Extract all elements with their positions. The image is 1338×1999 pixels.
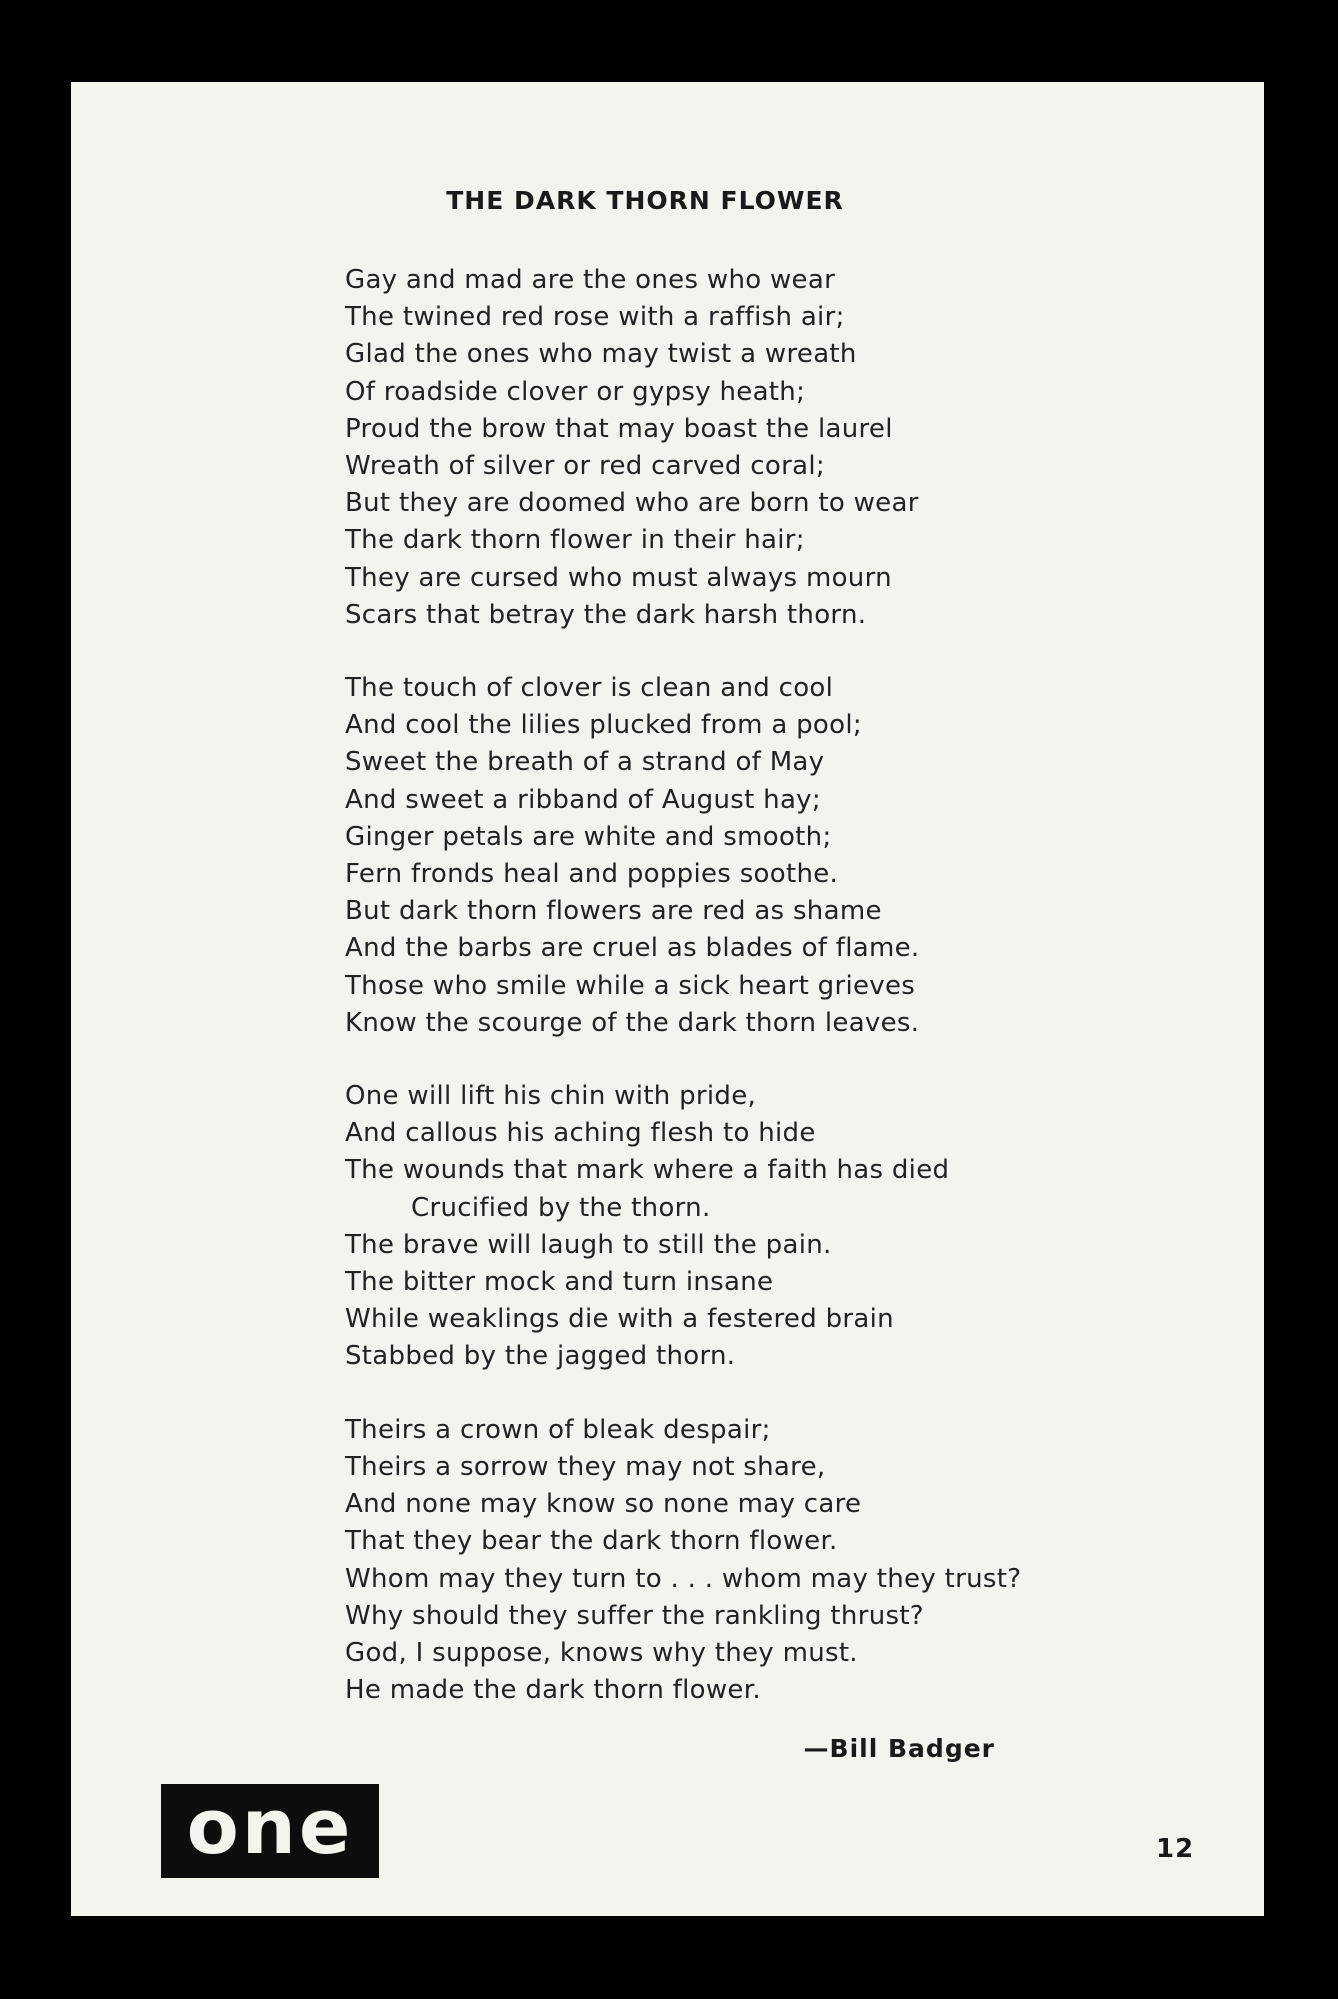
poem-line: And sweet a ribband of August hay; [345,784,821,815]
poem-line: Scars that betray the dark harsh thorn. [345,599,867,630]
poem-line: Stabbed by the jagged thorn. [345,1341,736,1372]
stanza-3 [345,1078,1105,1376]
poem-line: The dark thorn flower in their hair; [345,525,805,556]
poem-line: Fern fronds heal and poppies soothe. [345,859,839,890]
poem-line: Glad the ones who may twist a wreath [345,339,857,370]
stanza-1 [345,262,1105,634]
poem-line: While weaklings die with a festered brain [345,1304,894,1335]
poem-line: Ginger petals are white and smooth; [345,821,832,852]
poem-body [345,262,1105,1745]
poem-line: He made the dark thorn flower. [345,1675,761,1706]
poem-line: One will lift his chin with pride, [345,1081,757,1112]
poem-line: Gay and mad are the ones who wear [345,265,836,295]
poem-line: And callous his aching flesh to hide [345,1118,816,1149]
page-number: 12 [1156,1834,1195,1864]
poem-line: But dark thorn flowers are red as shame [345,896,882,927]
poem-line: Why should they suffer the rankling thrust? [345,1600,924,1631]
poem-line: They are cursed who must always mourn [345,562,892,593]
poem-line: The twined red rose with a raffish air; [345,302,845,333]
poem-line: The wounds that mark where a faith has died [345,1155,950,1186]
poem-line: The brave will laugh to still the pain. [345,1229,832,1260]
poem-line: Know the scourge of the dark thorn leaves. [345,1007,920,1038]
poem-line: Sweet the breath of a strand of May [345,747,825,778]
poem-line: And none may know so none may care [345,1489,862,1520]
poem-line-indented: Crucified by the thorn. [411,1192,711,1223]
poem-title: THE DARK THORN FLOWER [446,186,844,215]
poem-line: Wreath of silver or red carved coral; [345,451,825,482]
magazine-logo [161,1784,379,1878]
poem-line: Of roadside clover or gypsy heath; [345,376,806,407]
poem-line: But they are doomed who are born to wear [345,488,919,519]
poem-line: And the barbs are cruel as blades of flame. [345,933,920,964]
poem-line: Theirs a crown of bleak despair; [345,1414,771,1445]
poem-line: The bitter mock and turn insane [345,1267,774,1298]
poem-line: And cool the lilies plucked from a pool; [345,710,862,741]
stanza-4 [345,1412,1105,1710]
poem-line: Theirs a sorrow they may not share, [345,1451,826,1482]
stanza-2 [345,670,1105,1042]
magazine-page [71,82,1264,1916]
poem-line: Proud the brow that may boast the laurel [345,413,893,444]
poem-line: The touch of clover is clean and cool [345,673,834,704]
author-byline: —Bill Badger [803,1734,995,1763]
logo-text: one [186,1782,354,1871]
poem-line: God, I suppose, knows why they must. [345,1637,858,1668]
poem-line: Whom may they turn to . . . whom may they trust? [345,1563,1022,1594]
poem-line: Those who smile while a sick heart grieves [345,970,916,1001]
poem-line: That they bear the dark thorn flower. [345,1526,838,1557]
